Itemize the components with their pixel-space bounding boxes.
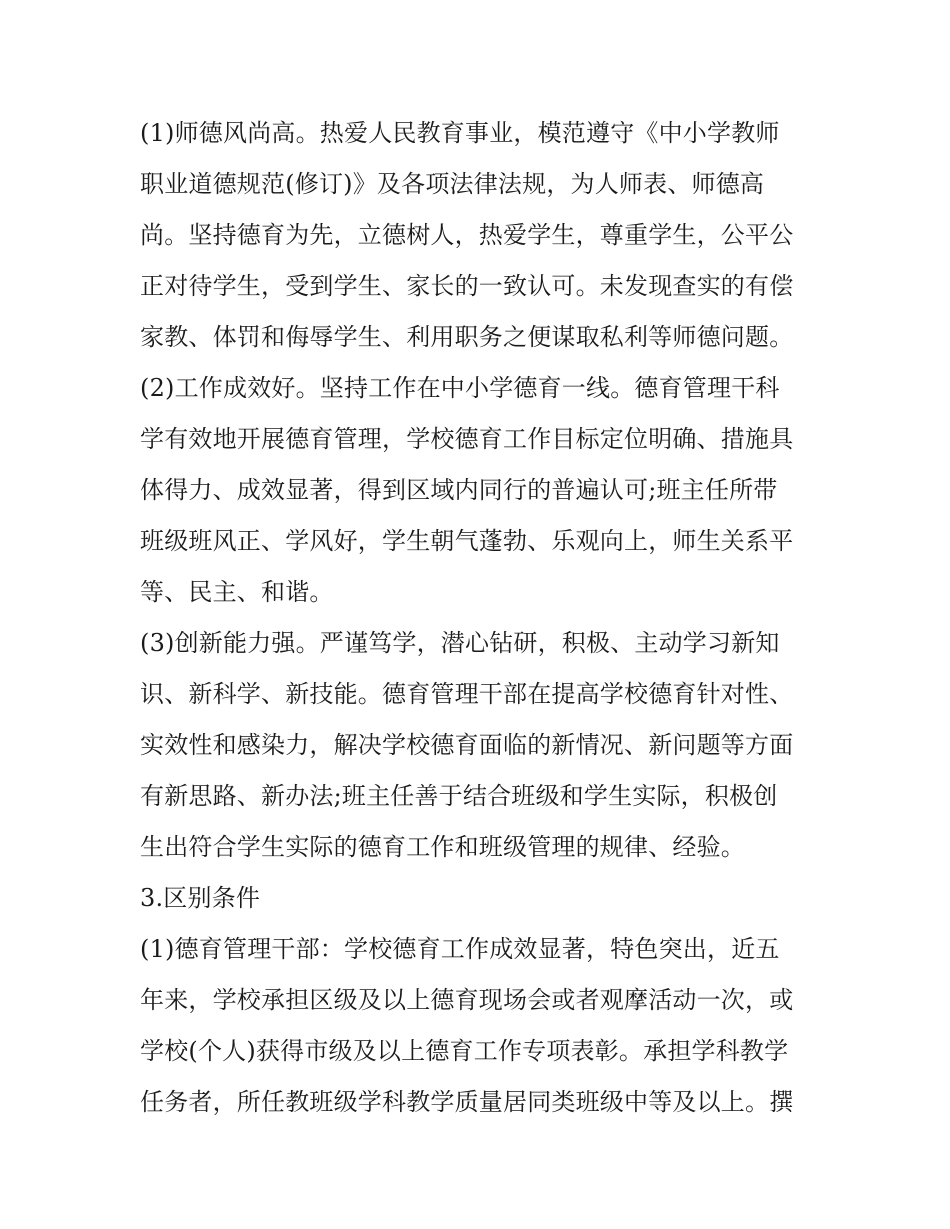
text-line: 尚。坚持德育为先，立德树人，热爱学生，尊重学生，公平公 — [140, 221, 794, 249]
text-line: 年来，学校承担区级及以上德育现场会或者观摩活动一次，或 — [140, 986, 794, 1014]
text-line: 等、民主、和谐。 — [140, 578, 334, 606]
text-line: 任务者，所任教班级学科教学质量居同类班级中等及以上。撰 — [140, 1088, 794, 1116]
text-line: (3)创新能力强。严谨笃学，潜心钻研，积极、主动学习新知 — [140, 629, 780, 657]
text-line: 实效性和感染力，解决学校德育面临的新情况、新问题等方面 — [140, 731, 794, 759]
text-line: 学有效地开展德育管理，学校德育工作目标定位明确、措施具 — [140, 425, 794, 453]
text-line: 体得力、成效显著，得到区域内同行的普遍认可;班主任所带 — [140, 476, 778, 504]
text-line: 职业道德规范(修订)》及各项法律法规，为人师表、师德高 — [140, 170, 765, 198]
text-line: 学校(个人)获得市级及以上德育工作专项表彰。承担学科教学 — [140, 1037, 789, 1065]
text-line: 正对待学生，受到学生、家长的一致认可。未发现查实的有偿 — [140, 272, 794, 300]
text-line: 有新思路、新办法;班主任善于结合班级和学生实际，积极创 — [140, 782, 778, 810]
text-line: 班级班风正、学风好，学生朝气蓬勃、乐观向上，师生关系平 — [140, 527, 794, 555]
text-line: 生出符合学生实际的德育工作和班级管理的规律、经验。 — [140, 833, 745, 861]
document-body — [140, 108, 820, 1128]
section-heading: 3.区别条件 — [140, 884, 261, 912]
text-line: 识、新科学、新技能。德育管理干部在提高学校德育针对性、 — [140, 680, 794, 708]
text-line: (2)工作成效好。坚持工作在中小学德育一线。德育管理干科 — [140, 374, 780, 402]
text-line: (1)德育管理干部：学校德育工作成效显著，特色突出，近五 — [140, 935, 780, 963]
text-line: 家教、体罚和侮辱学生、利用职务之便谋取私利等师德问题。 — [140, 323, 794, 351]
text-line: (1)师德风尚高。热爱人民教育事业，模范遵守《中小学教师 — [140, 119, 780, 147]
